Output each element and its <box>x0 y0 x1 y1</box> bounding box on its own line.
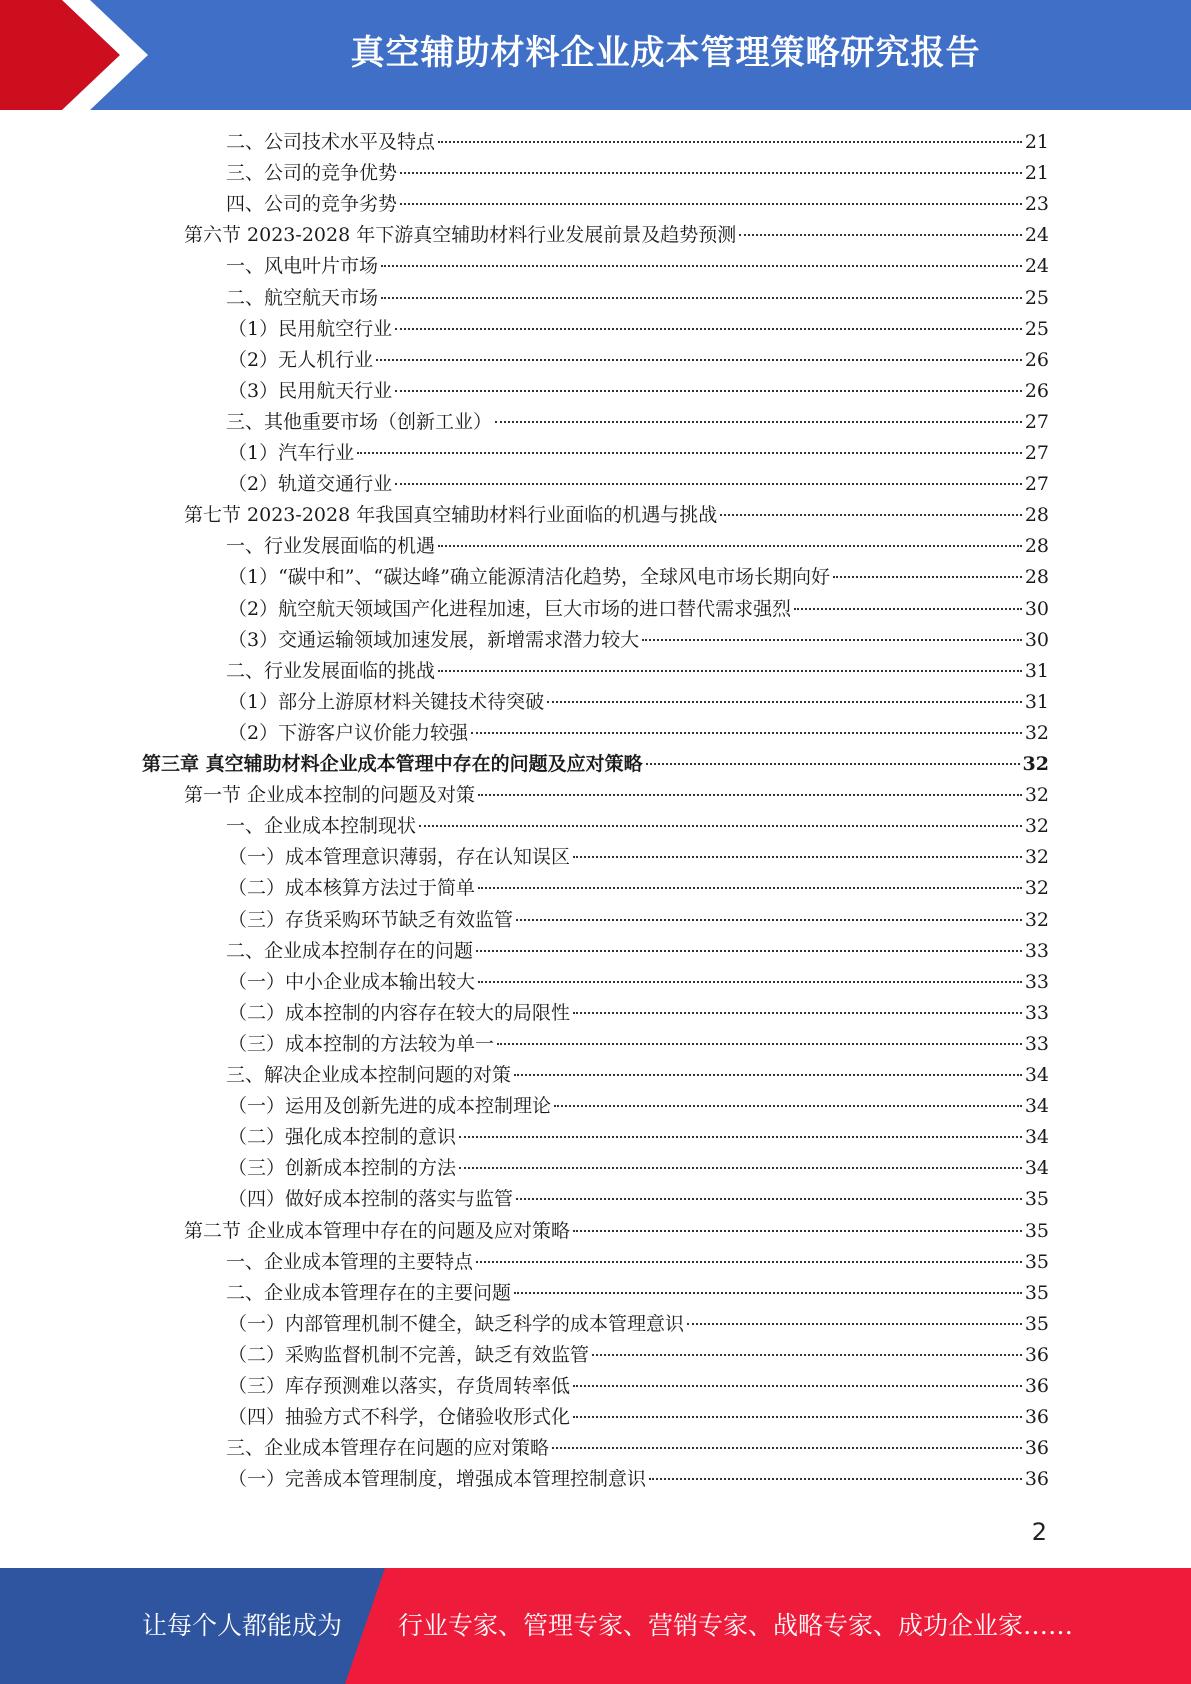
toc-entry[interactable] <box>228 1464 1049 1495</box>
toc-entry-label: 一、行业发展面临的机遇 <box>226 535 436 558</box>
toc-entry-label: （一）中小企业成本输出较大 <box>228 970 476 993</box>
toc-entry[interactable] <box>226 1278 1049 1309</box>
toc-entry[interactable] <box>228 469 1049 500</box>
toc-entry-page: 31 <box>1024 659 1049 682</box>
page-number: 2 <box>1031 1518 1047 1546</box>
toc-entry[interactable] <box>228 1153 1049 1184</box>
toc-entry[interactable] <box>228 625 1049 656</box>
toc-entry-page: 27 <box>1024 410 1049 433</box>
toc-entry-label: （四）做好成本控制的落实与监管 <box>228 1188 514 1211</box>
toc-entry-label: 三、其他重要市场（创新工业） <box>226 410 493 433</box>
toc-entry-label: （三）创新成本控制的方法 <box>228 1157 457 1180</box>
toc-entry-label: （1）汽车行业 <box>228 442 355 464</box>
toc-entry[interactable] <box>184 1216 1049 1247</box>
toc-entry-label: （2）下游客户议价能力较强 <box>228 721 469 744</box>
toc-entry[interactable] <box>228 842 1049 873</box>
toc-entry-page: 28 <box>1024 535 1049 558</box>
toc-entry[interactable] <box>184 500 1049 531</box>
toc-entry-page: 33 <box>1024 1032 1049 1055</box>
toc-entry-label: （三）成本控制的方法较为单一 <box>228 1032 495 1055</box>
toc-entry-page: 35 <box>1024 1219 1049 1242</box>
toc-entry-label: （四）抽验方式不科学，仓储验收形式化 <box>228 1406 571 1429</box>
toc-entry-label: 第二节 企业成本管理中存在的问题及应对策略 <box>184 1219 571 1242</box>
toc-dot-leader <box>478 794 1022 796</box>
toc-entry[interactable] <box>226 811 1049 842</box>
toc-dot-leader <box>739 234 1022 236</box>
toc-dot-leader <box>687 1323 1022 1325</box>
toc-dot-leader <box>459 1167 1022 1169</box>
toc-entry-label: （2）轨道交通行业 <box>228 473 393 496</box>
toc-entry-label: （一）完善成本管理制度，增强成本管理控制意识 <box>228 1468 647 1491</box>
toc-entry[interactable] <box>226 1433 1049 1464</box>
toc-entry-label: 二、企业成本控制存在的问题 <box>226 939 474 962</box>
toc-entry[interactable] <box>228 718 1049 749</box>
toc-entry-page: 24 <box>1024 255 1049 278</box>
toc-dot-leader <box>438 141 1022 143</box>
toc-entry-page: 36 <box>1024 1406 1049 1429</box>
toc-entry[interactable] <box>228 1309 1049 1340</box>
toc-entry-page: 23 <box>1024 193 1049 216</box>
toc-entry-label: （一）内部管理机制不健全，缺乏科学的成本管理意识 <box>228 1312 685 1335</box>
toc-entry-page: 36 <box>1024 1437 1049 1460</box>
toc-entry-label: 第六节 2023-2028 年下游真空辅助材料行业发展前景及趋势预测 <box>184 224 737 247</box>
toc-entry[interactable] <box>184 220 1049 251</box>
toc-entry-page: 32 <box>1022 753 1049 775</box>
toc-entry-page: 21 <box>1024 162 1049 185</box>
toc-entry-page: 32 <box>1024 908 1049 931</box>
toc-entry-page: 33 <box>1024 939 1049 962</box>
toc-entry[interactable] <box>228 1340 1049 1371</box>
toc-entry[interactable] <box>226 1247 1049 1278</box>
toc-dot-leader <box>516 1198 1022 1200</box>
toc-entry-page: 27 <box>1024 473 1049 496</box>
toc-dot-leader <box>400 203 1022 205</box>
toc-dot-leader <box>592 1354 1022 1356</box>
toc-entry-page: 36 <box>1024 1375 1049 1397</box>
toc-dot-leader <box>476 1261 1022 1263</box>
footer-slogan-left: 让每个人都能成为 <box>142 1611 343 1640</box>
toc-entry-page: 36 <box>1024 1343 1049 1366</box>
toc-dot-leader <box>400 172 1022 174</box>
toc-entry-label: （三）库存预测难以落实，存货周转率低 <box>228 1375 571 1397</box>
toc-dot-leader <box>547 701 1022 703</box>
toc-entry-page: 33 <box>1024 1001 1049 1024</box>
toc-entry-label: （1）民用航空行业 <box>228 317 393 340</box>
toc-entry[interactable] <box>226 407 1049 438</box>
toc-entry-label: 二、行业发展面临的挑战 <box>226 659 436 682</box>
toc-entry-label: （二）采购监督机制不完善，缺乏有效监管 <box>228 1343 590 1366</box>
toc-entry-page: 32 <box>1024 815 1049 838</box>
toc-entry-page: 36 <box>1024 1468 1049 1491</box>
toc-dot-leader <box>497 1043 1022 1045</box>
toc-entry-page: 26 <box>1024 379 1049 402</box>
toc-entry[interactable] <box>228 873 1049 904</box>
toc-dot-leader <box>476 950 1022 952</box>
toc-entry-page: 34 <box>1024 1095 1049 1118</box>
toc-entry-label: 第七节 2023-2028 年我国真空辅助材料行业面临的机遇与挑战 <box>184 504 718 527</box>
toc-dot-leader <box>438 670 1022 672</box>
toc-entry[interactable] <box>228 345 1049 376</box>
toc-dot-leader <box>395 483 1022 485</box>
toc-entry-page: 34 <box>1024 1126 1049 1149</box>
toc-entry-label: 四、公司的竞争劣势 <box>226 193 398 216</box>
toc-dot-leader <box>573 856 1022 858</box>
toc-dot-leader <box>554 1105 1022 1107</box>
toc-dot-leader <box>514 1074 1022 1076</box>
toc-dot-leader <box>381 265 1022 267</box>
toc-dot-leader <box>471 732 1022 734</box>
toc-dot-leader <box>649 1478 1022 1480</box>
toc-entry-label: （1）部分上游原材料关键技术待突破 <box>228 690 545 713</box>
toc-entry[interactable] <box>228 314 1049 345</box>
toc-dot-leader <box>794 608 1022 610</box>
toc-entry-label: 一、企业成本管理的主要特点 <box>226 1250 474 1273</box>
toc-dot-leader <box>419 825 1022 827</box>
toc-dot-leader <box>516 919 1022 921</box>
toc-dot-leader <box>357 452 1022 454</box>
toc-entry-label: 第一节 企业成本控制的问题及对策 <box>184 784 476 807</box>
toc-entry[interactable] <box>226 531 1049 562</box>
toc-entry-label: （一）运用及创新先进的成本控制理论 <box>228 1095 552 1118</box>
toc-entry-label: （二）强化成本控制的意识 <box>228 1126 457 1149</box>
toc-entry[interactable] <box>226 189 1049 220</box>
toc-entry-page: 35 <box>1024 1281 1049 1304</box>
toc-entry-page: 31 <box>1024 690 1049 713</box>
toc-entry-page: 25 <box>1024 317 1049 340</box>
toc-entry-page: 26 <box>1024 348 1049 371</box>
toc-entry-label: 第三章 真空辅助材料企业成本管理中存在的问题及应对策略 <box>142 753 643 775</box>
toc-dot-leader <box>495 421 1022 423</box>
page-header <box>0 0 1191 110</box>
toc-entry[interactable] <box>228 687 1049 718</box>
toc-entry-label: （二）成本核算方法过于简单 <box>228 877 476 900</box>
toc-entry-page: 32 <box>1024 846 1049 869</box>
toc-entry-page: 34 <box>1024 1157 1049 1180</box>
toc-dot-leader <box>514 1292 1022 1294</box>
toc-entry[interactable] <box>226 936 1049 967</box>
toc-entry-label: （2）航空航天领域国产化进程加速，巨大市场的进口替代需求强烈 <box>228 597 792 620</box>
toc-entry[interactable] <box>228 998 1049 1029</box>
toc-entry-page: 33 <box>1024 970 1049 993</box>
toc-entry-label: （3）民用航天行业 <box>228 379 393 402</box>
toc-dot-leader <box>478 981 1022 983</box>
toc-dot-leader <box>395 328 1022 330</box>
toc-dot-leader <box>646 763 1020 765</box>
toc-entry[interactable] <box>228 1091 1049 1122</box>
toc-entry[interactable] <box>228 562 1049 593</box>
toc-entry[interactable] <box>184 780 1049 811</box>
toc-entry-page: 34 <box>1024 1064 1049 1086</box>
toc-entry[interactable] <box>228 1371 1049 1402</box>
toc-entry-label: （2）无人机行业 <box>228 348 374 371</box>
toc-entry[interactable] <box>226 158 1049 189</box>
toc-dot-leader <box>642 639 1022 641</box>
toc-entry[interactable] <box>228 1184 1049 1215</box>
toc-entry[interactable] <box>226 251 1049 282</box>
toc-entry-label: （一）成本管理意识薄弱，存在认知误区 <box>228 846 571 869</box>
page-footer <box>0 1568 1191 1684</box>
toc-entry-page: 32 <box>1024 784 1049 807</box>
toc-entry-label: 二、企业成本管理存在的主要问题 <box>226 1281 512 1304</box>
toc-entry[interactable] <box>226 283 1049 314</box>
toc-dot-leader <box>573 1230 1022 1232</box>
toc-entry-label: （三）存货采购环节缺乏有效监管 <box>228 908 514 931</box>
toc-dot-leader <box>438 545 1022 547</box>
toc-entry-label: 二、公司技术水平及特点 <box>226 131 436 153</box>
toc-entry-page: 32 <box>1024 877 1049 900</box>
toc-entry-label: 三、企业成本管理存在问题的应对策略 <box>226 1437 550 1460</box>
toc-entry-page: 28 <box>1024 566 1049 589</box>
toc-entry[interactable] <box>228 905 1049 936</box>
header-chevron-decoration <box>0 0 160 110</box>
toc-entry[interactable] <box>228 1029 1049 1060</box>
report-title: 真空辅助材料企业成本管理策略研究报告 <box>350 33 981 73</box>
toc-entry[interactable] <box>228 1122 1049 1153</box>
toc-dot-leader <box>720 514 1022 516</box>
toc-entry-page: 35 <box>1024 1188 1049 1211</box>
toc-entry[interactable] <box>228 594 1049 625</box>
toc-entry-label: 三、公司的竞争优势 <box>226 162 398 185</box>
toc-entry[interactable] <box>226 127 1049 158</box>
toc-entry-page: 25 <box>1024 286 1049 309</box>
footer-slogan-right: 行业专家、管理专家、营销专家、战略专家、成功企业家…… <box>398 1611 1074 1640</box>
toc-dot-leader <box>833 576 1022 578</box>
toc-dot-leader <box>376 359 1022 361</box>
toc-entry-page: 30 <box>1024 628 1049 651</box>
toc-entry-page: 21 <box>1024 131 1049 153</box>
toc-entry[interactable] <box>142 749 1049 780</box>
toc-entry-page: 32 <box>1024 721 1049 744</box>
toc-entry-label: 二、航空航天市场 <box>226 286 379 309</box>
toc-dot-leader <box>573 1012 1022 1014</box>
toc-entry-label: （二）成本控制的内容存在较大的局限性 <box>228 1001 571 1024</box>
toc-dot-leader <box>478 887 1022 889</box>
toc-entry[interactable] <box>228 1402 1049 1433</box>
toc-entry-label: 一、风电叶片市场 <box>226 255 379 278</box>
toc-dot-leader <box>459 1136 1022 1138</box>
toc-entry-page: 35 <box>1024 1312 1049 1335</box>
toc-entry-page: 35 <box>1024 1250 1049 1273</box>
toc-entry[interactable] <box>226 656 1049 687</box>
toc-entry[interactable] <box>228 376 1049 407</box>
toc-entry-label: （1）“碳中和”、“碳达峰”确立能源清洁化趋势，全球风电市场长期向好 <box>228 566 830 589</box>
toc-dot-leader <box>573 1385 1022 1387</box>
toc-entry[interactable] <box>228 967 1049 998</box>
toc-dot-leader <box>395 390 1022 392</box>
toc-dot-leader <box>381 297 1022 299</box>
toc-dot-leader <box>573 1416 1022 1418</box>
toc-entry-page: 27 <box>1024 442 1049 464</box>
toc-entry[interactable] <box>228 438 1049 469</box>
toc-entry-label: 三、解决企业成本控制问题的对策 <box>226 1064 512 1086</box>
toc-entry-label: （3）交通运输领域加速发展，新增需求潜力较大 <box>228 628 640 651</box>
toc-entry-label: 一、企业成本控制现状 <box>226 815 417 838</box>
toc-entry[interactable] <box>226 1060 1049 1091</box>
toc-entry-page: 30 <box>1024 597 1049 620</box>
toc-entry-page: 28 <box>1024 504 1049 527</box>
toc-dot-leader <box>552 1447 1022 1449</box>
toc-entry-page: 24 <box>1024 224 1049 247</box>
